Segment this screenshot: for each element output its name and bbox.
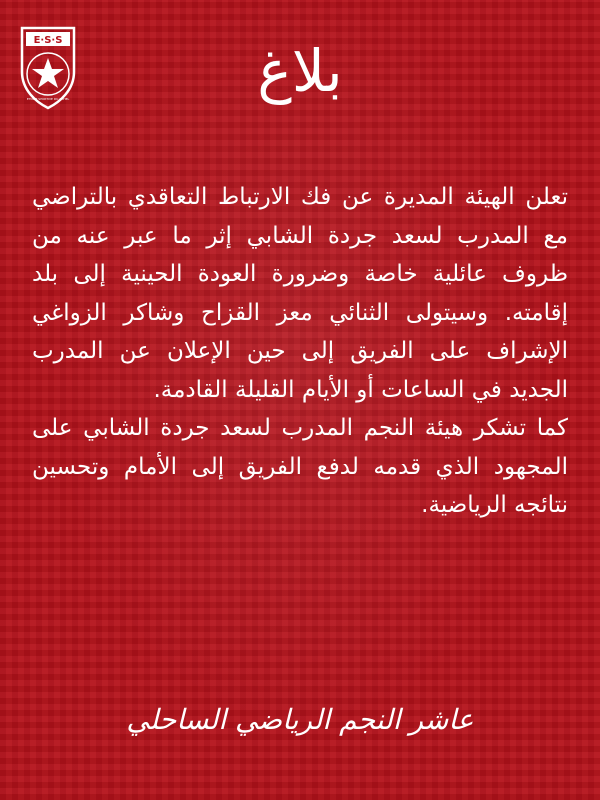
announcement-paragraph-1: تعلن الهيئة المديرة عن فك الارتباط التعاقدي بالتراضي مع المدرب لسعد جردة الشابي إثر ما عبر عنه من ظروف عائلية خاصة وضرورة العودة الحينية إلى بلد إقامته. وسيتولى الثنائي معز القزاح وشاكر الزواغي الإشراف على الفريق إلى حين الإعلان عن المدرب الجديد في الساعات أو الأيام القليلة القادمة. xyxy=(32,184,568,403)
page-title: بلاغ xyxy=(257,37,343,105)
announcement-body xyxy=(32,178,568,525)
announcement-paragraph-2: كما تشكر هيئة النجم المدرب لسعد جردة الشابي على المجهود الذي قدمه لدفع الفريق إلى الأمام وتحسين نتائجه الرياضية. xyxy=(32,415,568,518)
logo-label: E·S·S xyxy=(33,35,63,46)
logo-seal-text: ETOILE SPORTIVE DU SAHEL xyxy=(26,97,70,101)
signature: عاشر النجم الرياضي الساحلي xyxy=(126,703,474,736)
